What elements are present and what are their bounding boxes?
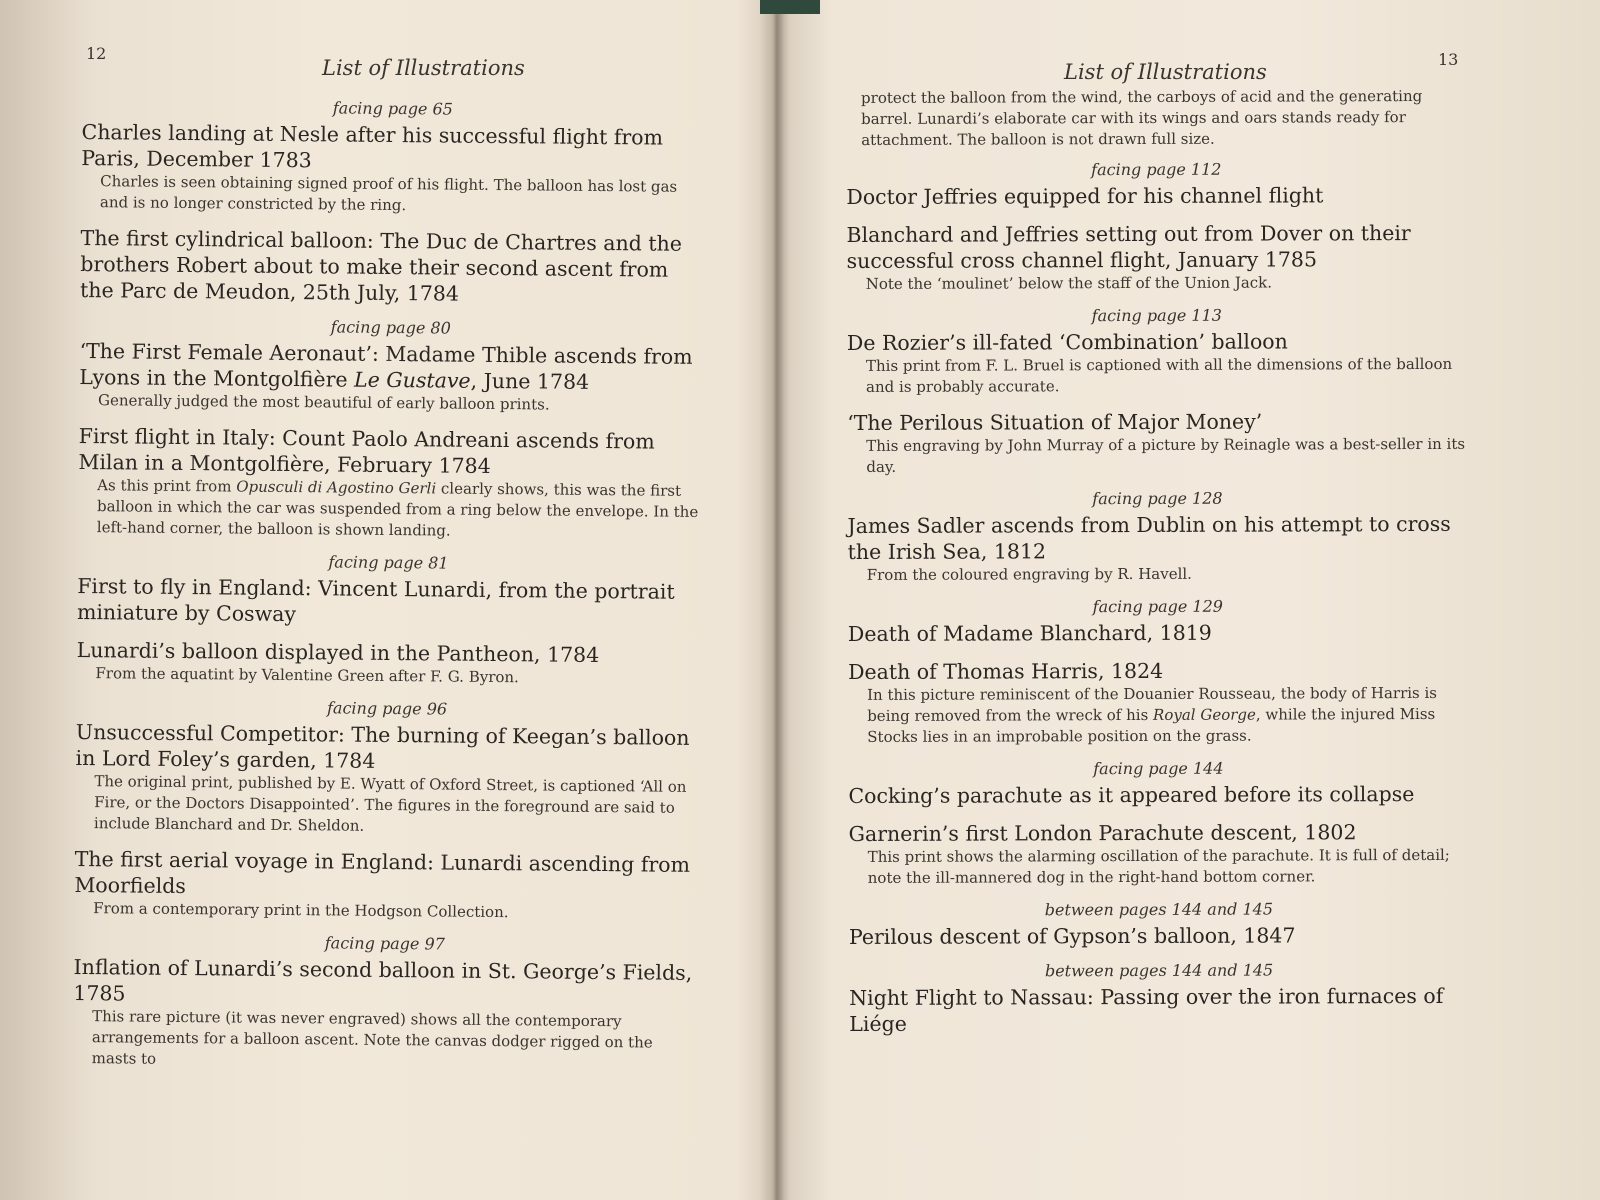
facing-group [849,960,1469,1037]
facing-group [848,758,1468,889]
italic-text: Le Gustave [353,367,471,393]
page-number: 12 [86,44,107,63]
text-run: From the coloured engraving by R. Havell. [866,564,1192,584]
facing-group [846,159,1466,295]
facing-page-label: facing page 112 [1091,159,1222,180]
illustration-list [73,92,704,1087]
illustration-caption [849,845,1469,889]
illustration-title [849,819,1469,847]
text-run: Doctor Jeffries equipped for his channel flight [846,183,1324,209]
italic-text: Opusculi di Agostino Gerli [236,477,437,498]
illustration-entry [73,954,696,1075]
text-run: James Sadler ascends from Dublin on his attempt to cross the Irish Sea, 1812 [847,511,1451,564]
illustration-entry [81,119,704,219]
illustration-entry [847,408,1467,478]
illustration-entry [79,338,702,417]
facing-group [847,488,1467,586]
illustration-caption [81,171,703,219]
illustration-entry [848,619,1468,647]
illustration-title [848,619,1468,647]
facing-page-label: facing page 128 [1092,488,1223,509]
text-run: ‘The First Female Aeronaut’: Madame Thible ascends from Lyons in the Montgolfière [79,338,693,392]
facing-page-label: facing page 97 [324,933,445,954]
facing-group [849,899,1469,950]
text-run: The original print, published by E. Wyatt of Oxford Street, is captioned ‘All on Fire, or the Doctors Disappointed’. The figures in the foreground are said to include Blanchard and Dr. Sheldon. [93,772,687,835]
facing-group [847,305,1468,478]
text-run: Unsuccessful Competitor: The burning of Keegan’s balloon in Lord Foley’s garden, 1784 [75,719,690,773]
illustration-title [847,511,1467,565]
illustration-title [849,983,1469,1037]
facing-group [76,550,699,690]
text-run: Death of Madame Blanchard, 1819 [847,620,1212,646]
illustration-entry [846,182,1466,210]
illustration-entry [849,983,1469,1037]
text-run: This print shows the alarming oscillation of the parachute. It is full of detail; note the ill-mannered dog in the right-hand bottom corner. [867,845,1450,887]
illustration-title [75,719,697,777]
text-run: Charles landing at Nesle after his successful flight from Paris, December 1783 [81,119,664,173]
illustration-title [81,119,703,177]
text-run: Note the ‘moulinet’ below the staff of the Union Jack. [865,273,1273,293]
running-head: List of Illustrations [1064,60,1267,84]
illustration-caption [847,434,1467,478]
illustration-entry [849,922,1469,950]
text-run: From the aquatint by Valentine Green after F. G. Byron. [95,664,519,687]
facing-group [848,596,1469,748]
illustration-title [847,408,1467,436]
illustration-entry [848,657,1468,748]
text-run: From a contemporary print in the Hodgson Collection. [93,899,509,922]
page-number: 13 [1438,50,1459,69]
text-run: clearly shows, this was the first balloon in which the car was suspended from a ring below the envelope. In the left-hand corner, the balloon is shown landing. [96,479,699,540]
illustration-title [77,573,699,631]
text-run: In this picture reminiscent of the Douanier Rousseau, the body of Harris is being removed from the wreck of his [867,683,1438,725]
text-run: First flight in Italy: Count Paolo Andreani ascends from Milan in a Montgolfière, February 1784 [78,423,655,478]
text-run: Perilous descent of Gypson’s balloon, 1847 [848,923,1296,949]
text-run: Night Flight to Nassau: Passing over the iron furnaces of Liége [849,983,1444,1036]
illustration-title [78,423,700,481]
illustration-title [847,328,1467,356]
facing-group [80,96,704,309]
illustration-title [80,225,703,309]
facing-page-label: facing page 81 [328,552,449,573]
illustration-list [846,86,1469,1049]
left-page [0,0,760,1200]
right-page [790,0,1600,1200]
text-run: First to fly in England: Vincent Lunardi, from the portrait miniature by Cosway [76,573,675,627]
text-run: Lunardi’s balloon displayed in the Pantheon, 1784 [76,637,600,667]
illustration-caption [848,683,1468,748]
illustration-title [79,338,701,396]
italic-text: Royal George [1152,705,1256,724]
book-gutter [760,0,790,1200]
facing-page-label: facing page 144 [1093,758,1224,779]
facing-page-label: facing page 129 [1092,596,1223,617]
illustration-entry [76,637,698,690]
facing-page-label: between pages 144 and 145 [1044,960,1274,981]
illustration-title [846,220,1466,274]
illustration-caption [847,272,1467,295]
text-run: The first cylindrical balloon: The Duc de Chartres and the brothers Robert about to make their second ascent from the Parc de Meudon, 25th July, 1784 [79,225,683,306]
text-run: This print from F. L. Bruel is captioned with all the dimensions of the balloon and is probably accurate. [865,354,1453,396]
text-run: Garnerin’s first London Parachute descent, 1802 [848,820,1357,846]
text-run: ‘The Perilous Situation of Major Money’ [847,409,1263,435]
text-run: Blanchard and Jeffries setting out from Dover on their successful cross channel flight, January 1785 [846,221,1411,273]
text-run: Cocking’s parachute as it appeared before its collapse [848,782,1415,808]
text-run: As this print from [97,476,237,496]
illustration-entry [846,220,1466,295]
facing-page-label: facing page 65 [332,98,453,119]
text-run: Inflation of Lunardi’s second balloon in St. George’s Fields, 1785 [73,954,693,1006]
text-run: , while the injured Miss Stocks lies in an improbable position on the grass. [867,704,1436,746]
illustration-entry [78,423,701,544]
facing-group [74,696,698,925]
text-run: This rare picture (it was never engraved) shows all the contemporary arrangements for a balloon ascent. Note the canvas dodger rigged on the masts to [91,1007,653,1068]
illustration-entry [849,819,1469,889]
illustration-entry [848,781,1468,809]
illustration-title [846,182,1466,210]
illustration-entry [74,846,697,925]
illustration-entry [75,719,698,840]
continued-caption: protect the balloon from the wind, the carboys of acid and the generating barrel. Lunardi’s elaborate car with its wings and oars stands ready for attachment. The balloon is not drawn full size. [861,86,1423,149]
illustration-title [848,781,1468,809]
illustration-caption [848,563,1468,586]
facing-group [73,931,696,1075]
illustration-title [849,922,1469,950]
illustration-caption [75,771,698,840]
illustration-caption [78,475,701,544]
facing-group [78,315,702,544]
facing-page-label: facing page 113 [1091,305,1222,326]
text-run: De Rozier’s ill-fated ‘Combination’ balloon [846,329,1288,355]
illustration-title [74,846,696,904]
text-run: The first aerial voyage in England: Lunardi ascending from Moorfields [74,846,691,899]
facing-page-label: facing page 80 [330,317,451,338]
illustration-entry [77,573,699,631]
text-run: Charles is seen obtaining signed proof of his flight. The balloon has lost gas and is no longer constricted by the ring. [99,172,678,215]
text-run: This engraving by John Murray of a picture by Reinagle was a best-seller in its day. [866,434,1466,476]
facing-page-label: between pages 144 and 145 [1044,899,1274,920]
text-run: , June 1784 [470,368,590,394]
illustration-caption [73,1006,696,1075]
illustration-title [73,954,695,1012]
facing-page-label: facing page 96 [326,698,448,719]
text-run: Death of Thomas Harris, 1824 [847,658,1164,684]
illustration-caption [847,354,1467,398]
illustration-entry [847,328,1467,398]
running-head: List of Illustrations [322,56,525,80]
illustration-entry [80,225,703,309]
illustration-title [848,657,1468,685]
illustration-entry [847,511,1467,586]
text-run: Generally judged the most beautiful of early balloon prints. [97,391,550,414]
